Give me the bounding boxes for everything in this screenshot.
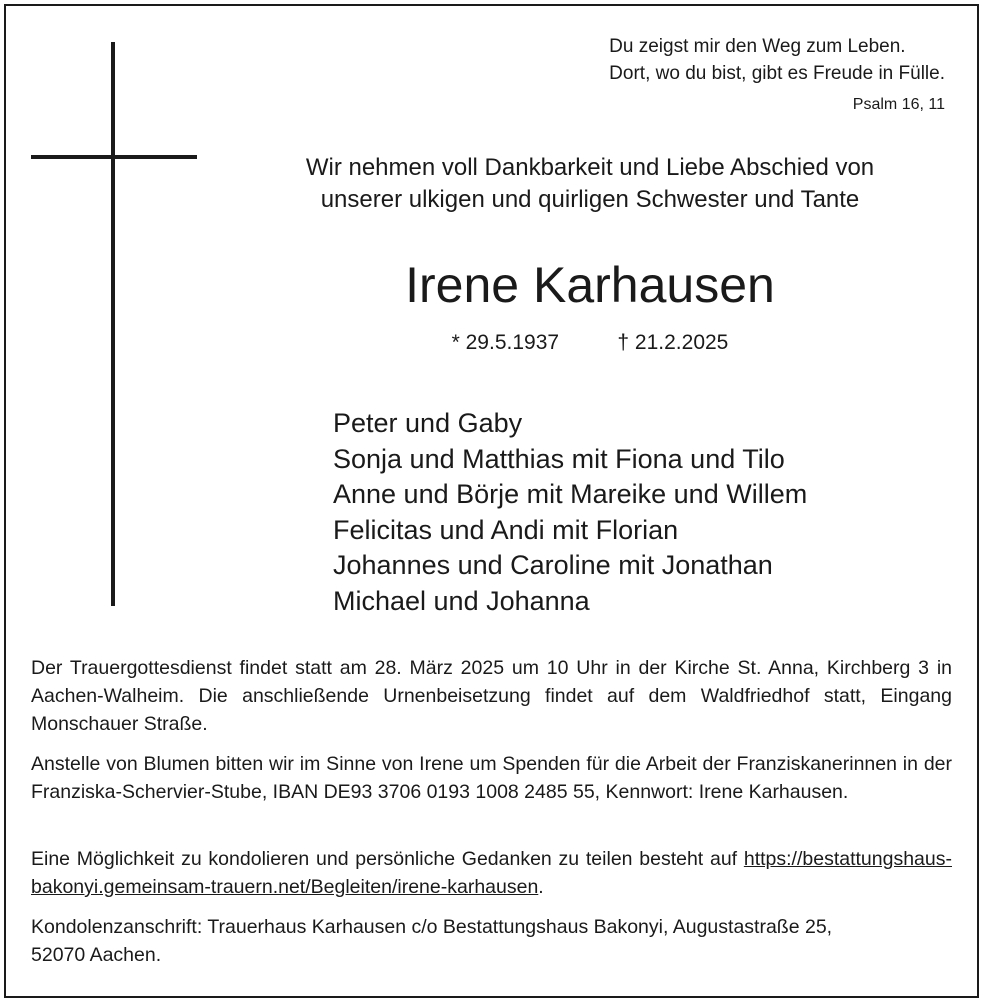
- mourners-list: [333, 406, 807, 619]
- birth-date: * 29.5.1937: [451, 331, 560, 354]
- condolence-text: Eine Möglichkeit zu kondolieren und persönliche Gedanken zu teilen besteht auf: [31, 848, 738, 870]
- verse-line: Dort, wo du bist, gibt es Freude in Fülle.: [609, 63, 945, 84]
- condolence-end: .: [538, 876, 544, 898]
- mourner-line: Felicitas und Andi mit Florian: [333, 514, 679, 545]
- donation-notice: Anstelle von Blumen bitten wir im Sinne von Irene um Spenden für die Arbeit der Franziskanerinnen in der Franziska-Schervier-Stube, IBAN DE93 3706 0193 1008 2485 55, Kennwort: Irene Karhausen.: [31, 753, 952, 803]
- verse-line: Du zeigst mir den Weg zum Leben.: [609, 36, 906, 57]
- mourner-line: Johannes und Caroline mit Jonathan: [333, 550, 773, 580]
- address-line: 52070 Aachen.: [31, 944, 162, 966]
- condolence-notice: [31, 845, 952, 901]
- cross-vertical-bar: [111, 42, 115, 606]
- condolence-address: [31, 913, 952, 969]
- deceased-name: Irene Karhausen: [405, 257, 775, 313]
- mourner-line: Michael und Johanna: [333, 585, 590, 616]
- condolence-link[interactable]: https://bestattungshaus-bakonyi.gemeinsam-trauern.net/Begleiten/irene-karhausen: [31, 848, 952, 898]
- mourner-line: Peter und Gaby: [333, 408, 523, 438]
- mourner-line: Anne und Börje mit Mareike und Willem: [333, 479, 808, 509]
- mourner-line: Sonja und Matthias mit Fiona und Tilo: [333, 443, 785, 474]
- intro-line: Wir nehmen voll Dankbarkeit und Liebe Abschied von: [305, 154, 875, 181]
- intro-text: [230, 152, 950, 216]
- death-date: † 21.2.2025: [617, 331, 729, 354]
- bible-verse: [609, 33, 945, 87]
- life-dates: [230, 331, 950, 355]
- address-line: Kondolenzanschrift: Trauerhaus Karhausen c/o Bestattungshaus Bakonyi, Augustastraße 25,: [31, 916, 833, 938]
- verse-source: Psalm 16, 11: [852, 96, 945, 113]
- intro-line: unserer ulkigen und quirligen Schwester und Tante: [320, 186, 860, 213]
- cross-horizontal-bar: [31, 155, 197, 159]
- service-notice: Der Trauergottesdienst findet statt am 28. März 2025 um 10 Uhr in der Kirche St. Anna, Kirchberg 3 in Aachen-Walheim. Die anschließende Urnenbeisetzung findet auf dem Waldfriedhof statt, Eingang Monschauer Straße.: [31, 657, 952, 735]
